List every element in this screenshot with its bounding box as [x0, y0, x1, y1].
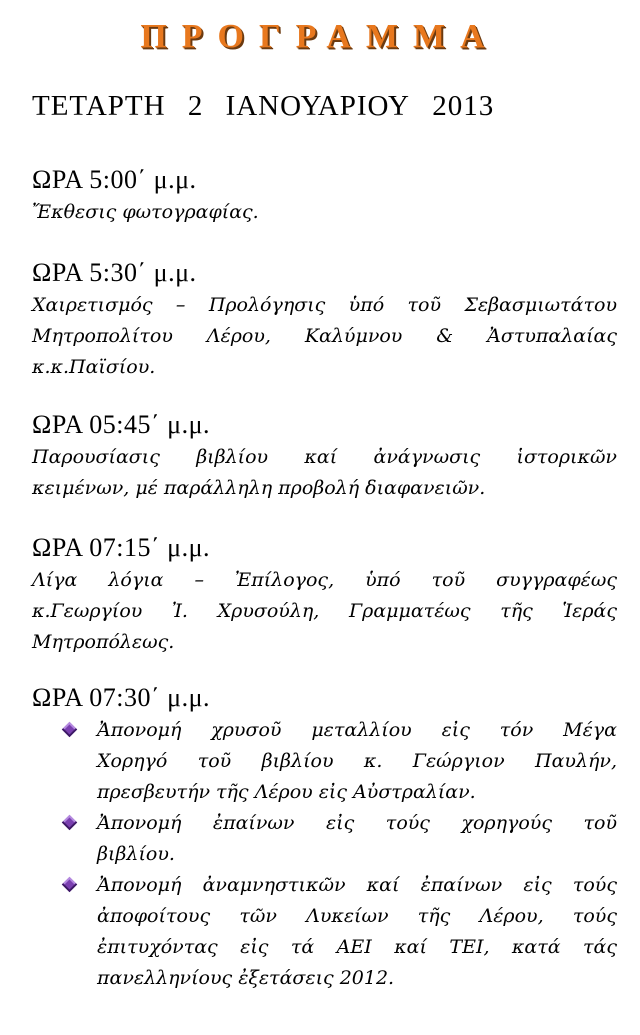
page-title: ΠΡΟΓΡΑΜΜΑ	[140, 18, 500, 55]
desc-line: Χαιρετισμός – Προλόγησις ὑπό τοῦ Σεβασμιωτάτου	[32, 294, 617, 316]
item-time: ΩΡΑ 5:00΄ μ.μ.	[32, 165, 197, 194]
desc-line: Μητροπολίτου Λέρου, Καλύμνου & Ἀστυπαλαίας	[32, 325, 617, 347]
desc-line: πανελληνίους ἐξετάσεις 2012.	[97, 967, 395, 989]
date-year: 2013	[432, 90, 495, 122]
event-date	[32, 90, 622, 123]
desc-line: Παρουσίασις βιβλίου καί ἀνάγνωσις ἱστορικῶν	[32, 446, 617, 468]
item-time: ΩΡΑ 07:30΄ μ.μ.	[32, 683, 211, 712]
list-item	[32, 715, 617, 808]
diamond-bullet-icon	[62, 877, 78, 893]
item-description	[32, 197, 617, 228]
item-description	[32, 290, 617, 383]
desc-line: κ.Γεωργίου Ἰ. Χρυσούλη, Γραμματέως τῆς Ἱεράς	[32, 600, 617, 622]
program-item-4	[32, 533, 617, 658]
desc-line: Χορηγό τοῦ βιβλίου κ. Γεώργιον Παυλήν,	[97, 750, 617, 772]
diamond-bullet-icon	[62, 722, 78, 738]
list-item	[32, 870, 617, 994]
item-time: ΩΡΑ 5:30΄ μ.μ.	[32, 258, 197, 287]
date-weekday: ΤΕΤΑΡΤΗ	[32, 90, 166, 122]
desc-line: Λίγα λόγια – Ἐπίλογος, ὑπό τοῦ συγγραφέως	[32, 569, 617, 591]
item-description	[32, 442, 617, 504]
list-item	[32, 808, 617, 870]
desc-line: ἐπιτυχόντας εἰς τά ΑΕΙ καί ΤΕΙ, κατά τάς	[97, 936, 617, 958]
date-day: 2	[187, 90, 204, 122]
desc-line: Ἀπονομή χρυσοῦ μεταλλίου εἰς τόν Μέγα	[97, 719, 617, 741]
award-list	[32, 715, 617, 994]
desc-line: ἀποφοίτους τῶν Λυκείων τῆς Λέρου, τούς	[97, 905, 617, 927]
program-item-2	[32, 258, 617, 383]
desc-line: Μητροπόλεως.	[32, 631, 175, 653]
item-time: ΩΡΑ 05:45΄ μ.μ.	[32, 410, 211, 439]
item-time: ΩΡΑ 07:15΄ μ.μ.	[32, 533, 211, 562]
program-item-1	[32, 165, 617, 228]
desc-line: Ἀπονομή ἐπαίνων εἰς τούς χορηγούς τοῦ	[97, 812, 617, 834]
desc-line: πρεσβευτήν τῆς Λέρου εἰς Αὐστραλίαν.	[97, 781, 476, 803]
program-item-5	[32, 683, 617, 994]
desc-line: βιβλίου.	[97, 843, 175, 865]
diamond-bullet-icon	[62, 815, 78, 831]
desc-line: κειμένων, μέ παράλληλη προβολή διαφανειῶν.	[32, 477, 486, 499]
program-item-3	[32, 410, 617, 504]
item-description	[32, 565, 617, 658]
desc-line: Ἔκθεσις φωτογραφίας.	[32, 201, 259, 223]
desc-line: Ἀπονομή ἀναμνηστικῶν καί ἐπαίνων εἰς τούς	[97, 874, 617, 896]
date-month: ΙΑΝΟΥΑΡΙΟΥ	[225, 90, 410, 122]
desc-line: κ.κ.Παϊσίου.	[32, 356, 156, 378]
